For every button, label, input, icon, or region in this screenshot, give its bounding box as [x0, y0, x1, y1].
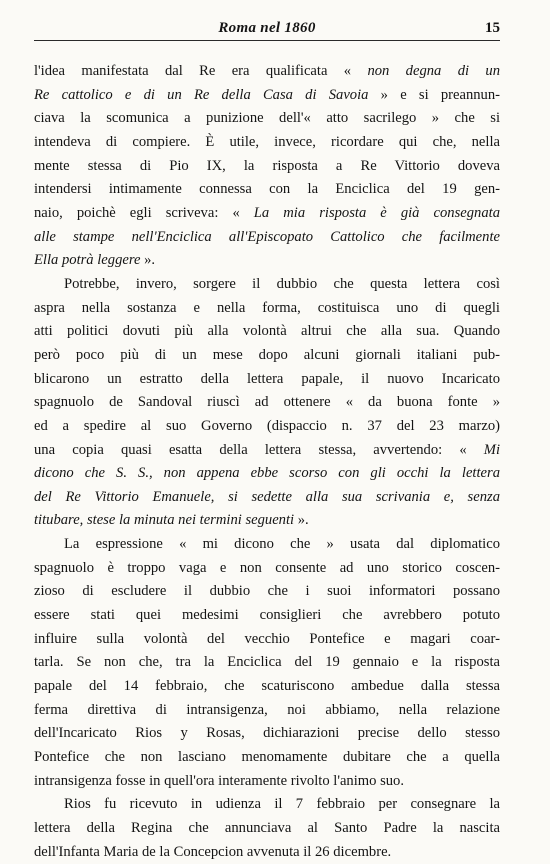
text-segment: Pontefice che non lasciano menomamente dubitare che a quella: [34, 749, 500, 766]
text-line: [34, 439, 500, 463]
text-segment: papale del 14 febbraio, che scaturiscono ambedue dalla stessa: [34, 678, 500, 695]
text-line: [34, 486, 500, 510]
text-line: [34, 249, 500, 273]
text-line: [34, 817, 500, 841]
text-line: [34, 368, 500, 392]
text-line: [34, 344, 500, 368]
text-line: [34, 60, 500, 84]
text-segment: mente stessa di Pio IX, la risposta a Re Vittorio doveva: [34, 157, 500, 174]
text-line: [34, 770, 500, 794]
text-segment: spagnuolo de Sandoval riuscì ad ottenere « da buona fonte »: [34, 394, 500, 411]
text-line: [34, 297, 500, 321]
text-segment: La espressione « mi dicono che » usata dal diplomatico: [64, 536, 500, 553]
italic-segment: titubare, stese la minuta nei termini seguenti: [34, 512, 295, 529]
text-line: [34, 320, 500, 344]
text-segment: blicarono un estratto della lettera papale, il nuovo Incaricato: [34, 370, 500, 387]
text-segment: l'idea manifestata dal Re era qualificata «: [34, 63, 368, 79]
italic-segment: alle stampe nell'Enciclica all'Episcopato Cattolico che facilmente: [34, 228, 500, 245]
text-segment: però poco più di un mese dopo alcuni giornali italiani pub-: [34, 346, 500, 363]
text-segment: » e si preannun-: [368, 86, 500, 103]
text-segment: lettera della Regina che annunciava al Santo Padre la nascita: [34, 820, 500, 836]
italic-segment: del Re Vittorio Emanuele, si sedette alla sua scrivania e, senza: [34, 488, 500, 505]
text-line: [34, 604, 500, 628]
text-line: [34, 651, 500, 675]
text-segment: atti politici dovuti più alla volontà altrui che alla sua. Quando: [34, 323, 500, 340]
page-header: [34, 20, 500, 41]
text-segment: zioso di escludere il dubbio che i suoi informatori possano: [34, 583, 500, 600]
italic-segment: dicono che S. S., non appena ebbe scorso con gli occhi la lettera: [34, 465, 500, 482]
page-number: 15: [485, 20, 500, 36]
text-line: [34, 462, 500, 486]
text-segment: ed a spedire al suo Governo (dispaccio n. 37 del 23 marzo): [34, 417, 500, 434]
text-line: [34, 131, 500, 155]
text-line: [34, 226, 500, 250]
text-segment: intendersi intimamente connessa con la Enciclica del 19 gen-: [34, 181, 500, 198]
text-line: [34, 509, 500, 533]
text-line: [34, 273, 500, 297]
text-line: [34, 107, 500, 131]
text-line: [34, 155, 500, 179]
text-segment: ferma direttiva di intransigenza, noi abbiamo, nella relazione: [34, 701, 500, 718]
text-line: [34, 699, 500, 723]
text-segment: spagnuolo è troppo vaga e non consente ad uno storico coscen-: [34, 559, 500, 576]
text-segment: intransigenza fosse in quell'ora interamente rivolto l'animo suo.: [34, 772, 405, 789]
text-line: [34, 793, 500, 817]
text-segment: dell'Infanta Maria de la Concepcion avvenuta il 26 dicembre.: [34, 843, 392, 860]
italic-segment: non degna di un: [367, 63, 500, 79]
text-line: [34, 533, 500, 557]
text-segment: naio, poichè egli scriveva: «: [34, 204, 254, 221]
text-segment: Rios fu ricevuto in udienza il 7 febbraio per consegnare la: [64, 796, 500, 813]
text-segment: ».: [140, 252, 156, 269]
text-segment: Potrebbe, invero, sorgere il dubbio che questa lettera così: [64, 275, 500, 292]
italic-segment: Re cattolico e di un Re della Casa di Savoia: [34, 86, 369, 103]
text-line: [34, 202, 500, 226]
body-text: [34, 60, 500, 864]
text-line: [34, 178, 500, 202]
text-segment: una copia quasi esatta della lettera stessa, avvertendo: «: [34, 441, 484, 458]
text-segment: essere stati quei medesimi consiglieri che avrebbero potuto: [34, 607, 500, 624]
text-segment: ».: [294, 512, 309, 529]
text-line: [34, 84, 500, 108]
italic-segment: Ella potrà leggere: [34, 252, 141, 269]
text-line: [34, 841, 500, 864]
text-segment: influire sulla volontà del vecchio Pontefice e magari coar-: [34, 630, 500, 647]
text-line: [34, 415, 500, 439]
text-segment: dell'Incaricato Rios y Rosas, dichiarazioni precise dello stesso: [34, 725, 500, 742]
text-segment: intendeva di compiere. È utile, invece, ricordare qui che, nella: [34, 133, 500, 150]
italic-segment: La mia risposta è già consegnata: [253, 204, 500, 221]
text-segment: ciava la scomunica a punizione dell'« atto sacrilego » che si: [34, 110, 500, 127]
text-segment: aspra nella sostanza e nella forma, costituisca uno di quegli: [34, 299, 500, 316]
text-line: [34, 722, 500, 746]
text-line: [34, 746, 500, 770]
running-title: Roma nel 1860: [218, 20, 316, 36]
text-line: [34, 675, 500, 699]
italic-segment: Mi: [483, 441, 500, 458]
text-line: [34, 391, 500, 415]
text-segment: tarla. Se non che, tra la Enciclica del 19 gennaio e la risposta: [34, 654, 500, 671]
text-line: [34, 580, 500, 604]
text-line: [34, 557, 500, 581]
text-line: [34, 628, 500, 652]
